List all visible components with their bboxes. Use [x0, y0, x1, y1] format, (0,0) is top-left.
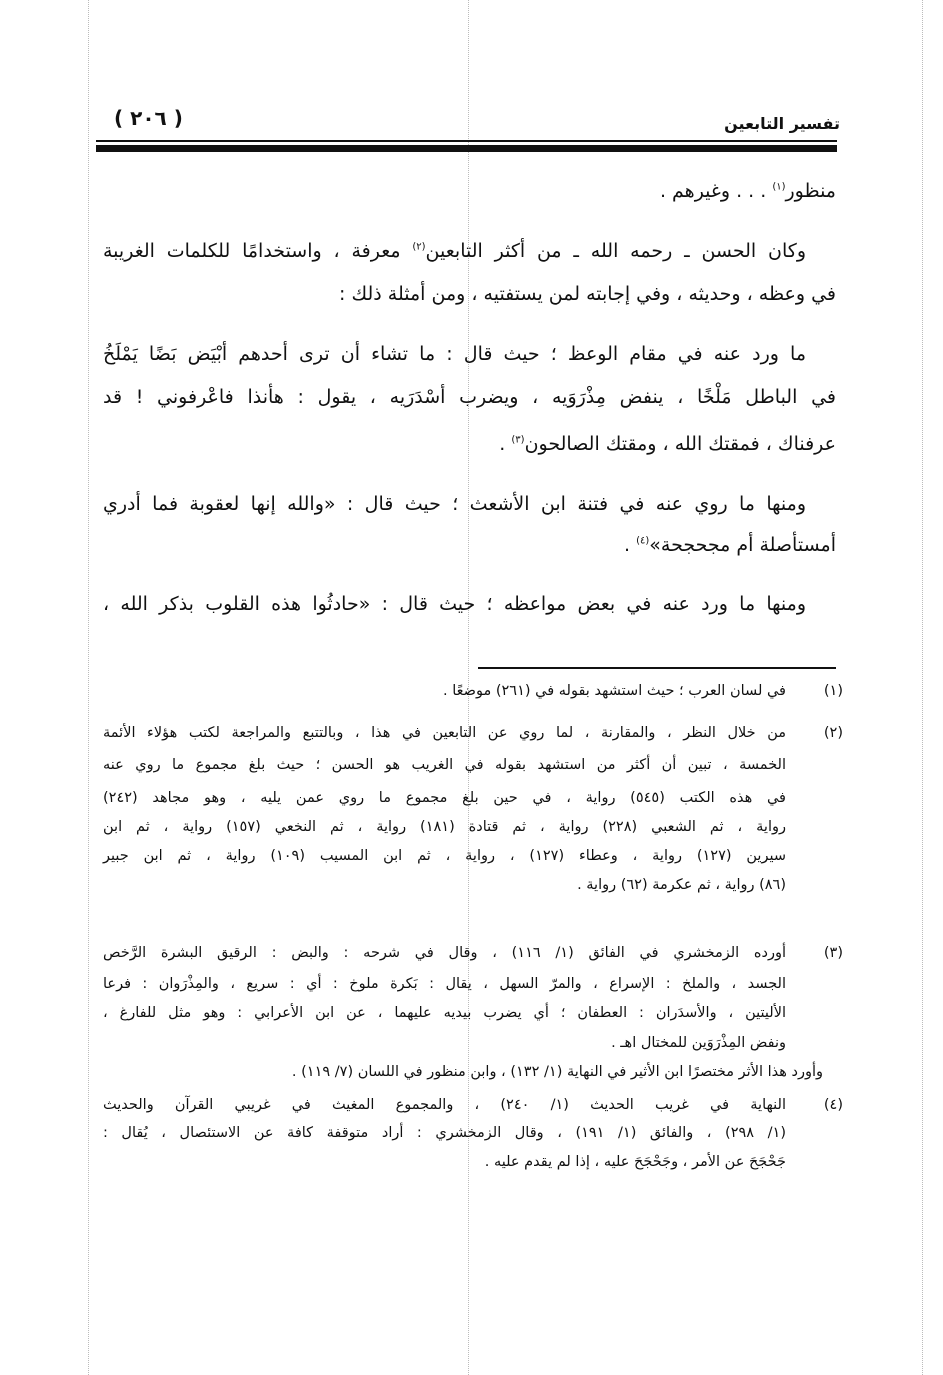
footnote-line: النهاية في غريب الحديث (١/ ٢٤٠) ، والمجموع المغيث في غريبي القرآن والحديث — [103, 1097, 786, 1113]
footnote-line: (٨٦) رواية ، ثم عكرمة (٦٢) رواية . — [577, 877, 786, 893]
footnote-line: في هذه الكتب (٥٤٥) رواية ، في حين بلغ مجموع ما روي عمن يليه ، وهو مجاهد (٢٤٢) — [103, 790, 786, 806]
body-line: عرفناك ، فمقتك الله ، ومقتك الصالحون$^{(٣)}$ . — [499, 433, 836, 455]
footnote-line: رواية ، ثم الشعبي (٢٢٨) رواية ، ثم قتادة (١٨١) رواية ، ثم النخعي (١٥٧) رواية ، ثم ابن — [103, 819, 787, 835]
footnote-line: الخمسة ، تبين أن أكثر من استشهد بقوله في الغريب هو الحسن ؛ حيث بلغ مجموع ما روي عنه — [103, 757, 786, 773]
footnote-number: (١) — [823, 683, 843, 699]
footnote-number: (٤) — [823, 1097, 843, 1113]
body-line: أمستأصلة أم مجحجحة»$^{(٤)}$ . — [624, 534, 836, 556]
running-title: تفسير التابعين — [724, 114, 840, 133]
body-line: ما ورد عنه في مقام الوعظ ؛ حيث قال : ما تشاء أن ترى أحدهم أبْيَض بَضًا يَمْلَخُ — [103, 343, 806, 365]
header-rule-thick — [96, 145, 837, 152]
footnote-line: جَحْجَحَ عن الأمر ، وجَحْجَحَ عليه ، إذا لم يقدم عليه . — [484, 1154, 786, 1170]
footnote-line: الأليتين ، والأسدَران : العطفان ؛ أي يضرب بيديه عليهما ، عن ابن الأعرابي : وهو مثل للفارغ ، — [103, 1005, 786, 1021]
footnote-number: (٣) — [823, 945, 843, 961]
body-line: ومنها ما ورد عنه في بعض مواعظه ؛ حيث قال : «حادثُوا هذه القلوب بذكر الله ، — [103, 593, 806, 615]
footnote-line: في لسان العرب ؛ حيث استشهد بقوله في (٢٦١) موضعًا . — [443, 683, 786, 699]
body-line: في وعظه ، وحديثه ، وفي إجابته لمن يستفتيه ، ومن أمثلة ذلك : — [339, 283, 836, 305]
body-line: منظور$^{(١)}$ . . . وغيرهم . — [659, 180, 836, 202]
footnote-line: (١/ ٢٩٨) ، والفائق (١/ ١٩١) ، وقال الزمخشري : أراد متوقفة كافة عن الاستئصال ، يُقال : — [103, 1125, 786, 1141]
scan-artifact — [88, 0, 89, 1375]
body-line: ومنها ما روي عنه في فتنة ابن الأشعث ؛ حيث قال : «والله إنها لعقوبة فما أدري — [103, 493, 806, 515]
footnote-line: الجسد ، والملخ : الإسراع ، والمرّ السهل ، يقال : بَكرة ملوخ : أي : سريع ، والمِذْرَوان : فرعا — [103, 976, 786, 992]
footnote-line: من خلال النظر ، والمقارنة ، لما روي عن التابعين في هذا ، وبالتتبع والمراجعة لكتب هؤلاء الأئمة — [103, 725, 786, 741]
footnote-line: أورده الزمخشري في الفائق (١/ ١١٦) ، وقال في شرحه : والبض : الرقيق البشرة الرَّخص — [103, 945, 787, 961]
footnote-line: سيرين (١٢٧) رواية ، وعطاء (١٢٧) ، رواية ، ثم ابن المسيب (١٠٩) رواية ، ثم ابن جبير — [103, 848, 786, 864]
footnote-line: وأورد هذا الأثر مختصرًا ابن الأثير في النهاية (١/ ١٣٢) ، وابن منظور في اللسان (٧/ ١١٩) . — [291, 1064, 823, 1080]
footnote-number: (٢) — [823, 725, 843, 741]
header-rule — [96, 140, 837, 142]
scan-artifact — [922, 0, 923, 1375]
page-number: ( ٢٠٦ ) — [114, 106, 183, 130]
footnote-separator — [478, 667, 836, 669]
footnote-line: ونفض المِذْرَوَين للمختال اهـ . — [611, 1035, 786, 1051]
body-line: وكان الحسن ـ رحمه الله ـ من أكثر التابعين$^{(٢)}$ معرفة ، واستخدامًا للكلمات الغريبة — [103, 240, 806, 262]
body-line: في الباطل مَلْخًا ، ينفض مِذْرَوَيه ، ويضرب أسْدَرَيه ، يقول : هأنذا فاعْرفوني ! قد — [103, 386, 836, 408]
